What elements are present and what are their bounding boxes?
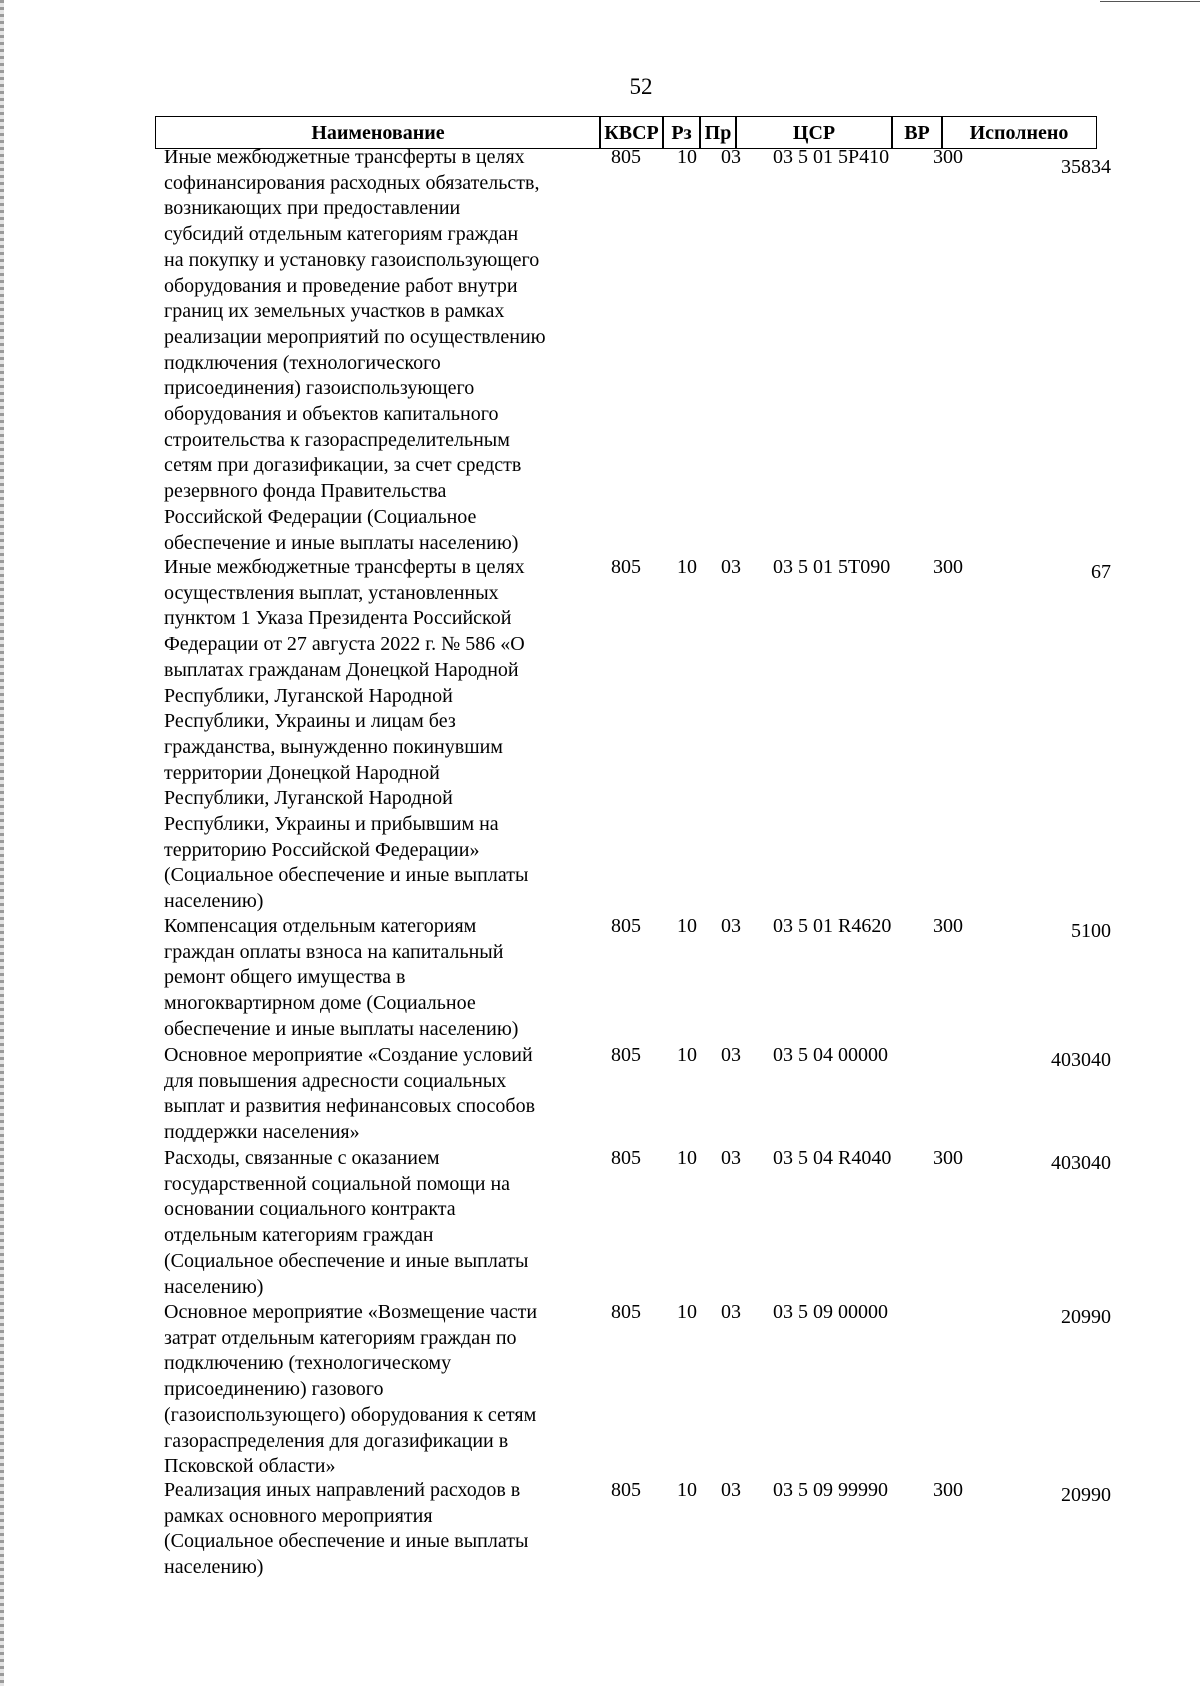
header-vr: ВР [891, 116, 943, 149]
row-csr: 03 5 01 5Т090 [773, 556, 891, 578]
row-rz: 10 [677, 146, 697, 168]
row-vr: 300 [933, 1479, 963, 1501]
scan-edge [0, 0, 4, 1686]
row-executed: 403040 [1051, 1049, 1111, 1071]
row-kvsr: 805 [611, 556, 641, 578]
row-csr: 03 5 01 R4620 [773, 915, 892, 937]
row-pr: 03 [721, 915, 741, 937]
row-name: Реализация иных направлений расходов в рамках основного мероприятия (Социальное обеспечение и иные выплаты населению) [164, 1479, 529, 1579]
row-pr: 03 [721, 1044, 741, 1066]
row-rz: 10 [677, 915, 697, 937]
header-rz: Рз [662, 116, 701, 149]
header-kvsr: КВСР [599, 116, 664, 149]
row-pr: 03 [721, 1147, 741, 1169]
top-rule [1100, 1, 1200, 2]
row-kvsr: 805 [611, 915, 641, 937]
page-number: 52 [629, 74, 653, 99]
row-executed: 67 [1091, 561, 1111, 583]
row-vr: 300 [933, 556, 963, 578]
row-rz: 10 [677, 556, 697, 578]
row-csr: 03 5 09 99990 [773, 1479, 888, 1501]
row-pr: 03 [721, 1301, 741, 1323]
row-pr: 03 [721, 1479, 741, 1501]
row-executed: 35834 [1061, 156, 1111, 178]
row-csr: 03 5 04 00000 [773, 1044, 888, 1066]
row-csr: 03 5 09 00000 [773, 1301, 888, 1323]
row-rz: 10 [677, 1301, 697, 1323]
row-csr: 03 5 04 R4040 [773, 1147, 892, 1169]
row-rz: 10 [677, 1479, 697, 1501]
row-kvsr: 805 [611, 1301, 641, 1323]
header-csr: ЦСР [735, 116, 893, 149]
row-pr: 03 [721, 556, 741, 578]
row-name: Иные межбюджетные трансферты в целях софинансирования расходных обязательств, возникающих при предоставлении субсидий отдельным категориям граждан на покупку и установку газоиспользующего оборудования и проведение работ внутри границ их земельных участков в рамках реализации мероприятий по осуществлению подключения (технологического присоединения) газоиспользующего оборудования и объектов капитального строительства к газораспределительным сетям при догазификации, за счет средств резервного фонда Правительства Российской Федерации (Социальное обеспечение и иные выплаты населению) [164, 146, 546, 554]
row-name: Расходы, связанные с оказанием государственной социальной помощи на основании социального контракта отдельным категориям граждан (Социальное обеспечение и иные выплаты населению) [164, 1147, 529, 1298]
row-name: Основное мероприятие «Возмещение части затрат отдельным категориям граждан по подключению (технологическому присоединению) газового (газоиспользующего) оборудования к сетям газораспределения для догазификации в Псковской области» [164, 1301, 538, 1478]
header-pr: Пр [699, 116, 737, 149]
row-executed: 20990 [1061, 1306, 1111, 1328]
row-name: Компенсация отдельным категориям граждан оплаты взноса на капитальный ремонт общего имущества в многоквартирном доме (Социальное обеспечение и иные выплаты населению) [164, 915, 519, 1040]
row-csr: 03 5 01 5Р410 [773, 146, 890, 168]
row-executed: 5100 [1071, 920, 1111, 942]
header-name: Наименование [155, 116, 601, 149]
header-executed: Исполнено [941, 116, 1097, 149]
row-executed: 403040 [1051, 1152, 1111, 1174]
row-name: Иные межбюджетные трансферты в целях осуществления выплат, установленных пунктом 1 Указа Президента Российской Федерации от 27 августа 2022 г. № 586 «О выплатах гражданам Донецкой Народной Республики, Луганской Народной Республики, Украины и лицам без гражданства, вынужденно покинувшим территории Донецкой Народной Республики, Луганской Народной Республики, Украины и прибывшим на территорию Российской Федерации» (Социальное обеспечение и иные выплаты населению) [164, 556, 529, 913]
row-executed: 20990 [1061, 1484, 1111, 1506]
row-pr: 03 [721, 146, 741, 168]
row-name: Основное мероприятие «Создание условий для повышения адресности социальных выплат и развития нефинансовых способов поддержки населения» [164, 1044, 536, 1144]
row-vr: 300 [933, 915, 963, 937]
row-vr: 300 [933, 1147, 963, 1169]
row-kvsr: 805 [611, 1044, 641, 1066]
row-kvsr: 805 [611, 1479, 641, 1501]
row-kvsr: 805 [611, 146, 641, 168]
row-rz: 10 [677, 1044, 697, 1066]
row-kvsr: 805 [611, 1147, 641, 1169]
row-vr: 300 [933, 146, 963, 168]
row-rz: 10 [677, 1147, 697, 1169]
